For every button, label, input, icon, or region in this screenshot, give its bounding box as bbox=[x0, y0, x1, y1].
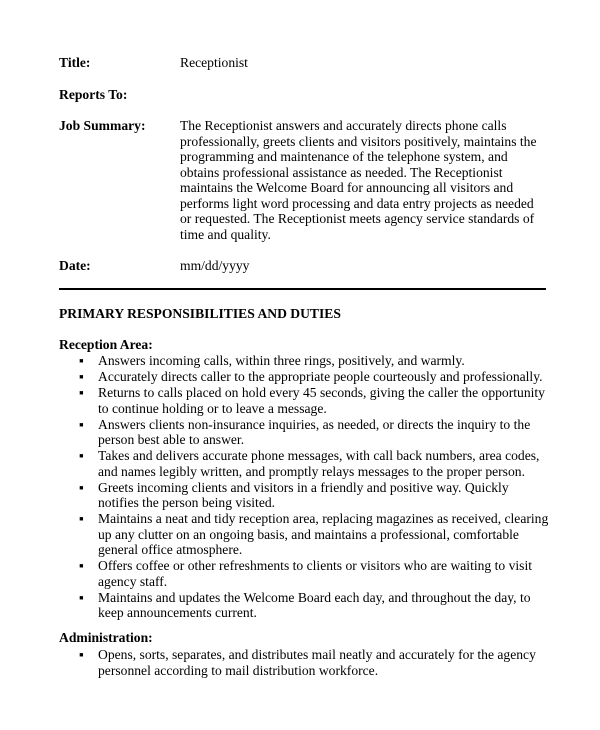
bullet-icon: ▪ bbox=[79, 353, 84, 368]
bullet-icon: ▪ bbox=[79, 416, 84, 432]
bullet-icon: ▪ bbox=[79, 511, 84, 526]
list-item: ▪ Greets incoming clients and visitors in a friendly and positive way. Quickly notifies the person being visited. bbox=[79, 479, 509, 510]
job-summary-value: The Receptionist answers and accurately directs phone calls professionally, greets clients and visitors positively, maintains the programming and maintenance of the telephone system, and obtains professional assistance as needed. The Receptionist maintains the Welcome Board for announcing all visitors and performs light word processing and data entry projects as needed or requested. The Receptionist meets agency service standards of time and quality. bbox=[180, 118, 537, 242]
list-item: ▪ Offers coffee or other refreshments to clients or visitors who are waiting to visit agency staff. bbox=[79, 558, 533, 589]
list-item: ▪ Takes and delivers accurate phone messages, with call back numbers, area codes, and names legibly written, and promptly relays messages to the proper person. bbox=[79, 448, 540, 479]
list-item: ▪ Answers clients non-insurance inquiries, as needed, or directs the inquiry to the person best able to answer. bbox=[79, 416, 531, 447]
reports-to-label: Reports To: bbox=[59, 87, 128, 102]
section-divider bbox=[59, 288, 546, 290]
title-value: Receptionist bbox=[180, 55, 248, 70]
administration-heading: Administration: bbox=[59, 630, 153, 645]
bullet-icon: ▪ bbox=[79, 385, 84, 400]
bullet-icon: ▪ bbox=[79, 369, 84, 384]
reception-area-heading: Reception Area: bbox=[59, 337, 153, 352]
section-title: PRIMARY RESPONSIBILITIES AND DUTIES bbox=[59, 306, 341, 321]
bullet-icon: ▪ bbox=[79, 589, 84, 605]
list-item: ▪ Answers incoming calls, within three rings, positively, and warmly. bbox=[79, 353, 465, 368]
title-label: Title: bbox=[59, 55, 91, 70]
date-value: mm/dd/yyyy bbox=[180, 258, 250, 273]
bullet-icon: ▪ bbox=[79, 558, 84, 573]
list-item: ▪ Maintains and updates the Welcome Board each day, and throughout the day, to keep announcements current. bbox=[79, 589, 531, 620]
bullet-icon: ▪ bbox=[79, 448, 84, 463]
list-item: ▪ Accurately directs caller to the appropriate people courteously and professionally. bbox=[79, 369, 543, 384]
bullet-icon: ▪ bbox=[79, 647, 84, 662]
list-item: ▪ Opens, sorts, separates, and distributes mail neatly and accurately for the agency personnel according to mail distribution workforce. bbox=[79, 647, 536, 678]
list-item: ▪ Returns to calls placed on hold every 45 seconds, giving the caller the opportunity to continue holding or to leave a message. bbox=[79, 385, 545, 416]
date-label: Date: bbox=[59, 258, 91, 273]
administration-duties-list bbox=[59, 647, 549, 679]
bullet-icon: ▪ bbox=[79, 479, 84, 495]
list-item: ▪ Maintains a neat and tidy reception area, replacing magazines as received, clearing up any clutter on an ongoing basis, and maintains a professional, comfortable general office atmosphere. bbox=[79, 511, 549, 557]
job-summary-label: Job Summary: bbox=[59, 118, 146, 133]
reception-duties-list bbox=[59, 353, 549, 621]
